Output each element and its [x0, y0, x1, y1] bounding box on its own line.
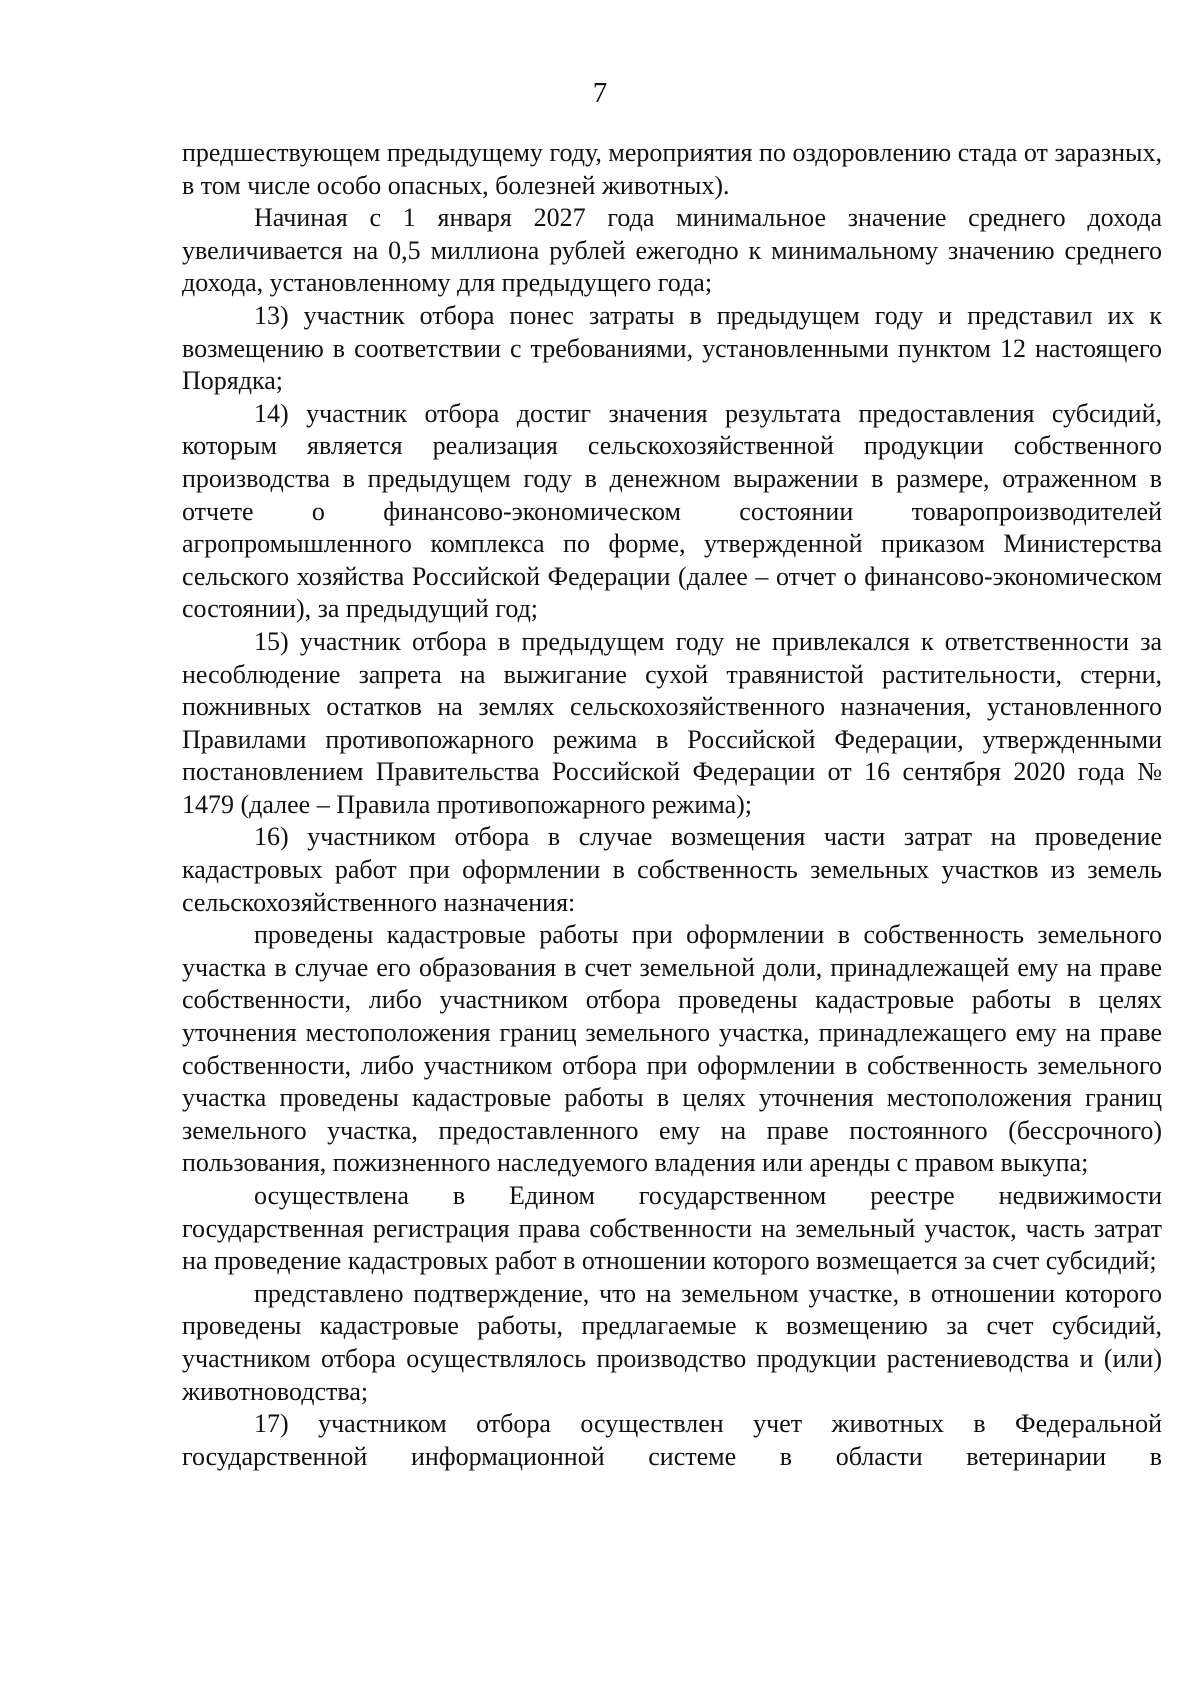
paragraph-item-16: 16) участником отбора в случае возмещения части затрат на проведение кадастровых работ при оформлении в собственность земельных участков из земель сельскохозяйственного назначения:	[182, 822, 1162, 917]
paragraph-item-17: 17) участником отбора осуществлен учет животных в Федеральной государственной информационной системе в области ветеринарии в	[182, 1409, 1162, 1471]
paragraph-item-14: 14) участник отбора достиг значения результата предоставления субсидий, которым является реализация сельскохозяйственной продукции собственного производства в предыдущем году в денежном выражении в размере, отраженном в отчете о финансово-экономическом состоянии товаропроизводителей агропромышленного комплекса по форме, утвержденной приказом Министерства сельского хозяйства Российской Федерации (далее – отчет о финансово-экономическом состоянии), за предыдущий год;	[182, 398, 1162, 624]
document-body	[182, 137, 1162, 1473]
paragraph-item-16-registration: осуществлена в Едином государственном реестре недвижимости государственная регистрация права собственности на земельный участок, часть затрат на проведение кадастровых работ в отношении которого возмещается за счет субсидий;	[182, 1181, 1162, 1276]
paragraph-item-13: 13) участник отбора понес затраты в предыдущем году и представил их к возмещению в соответствии с требованиями, установленными пунктом 12 настоящего Порядка;	[182, 300, 1162, 396]
paragraph-continuation: предшествующем предыдущему году, мероприятия по оздоровлению стада от заразных, в том числе особо опасных, болезней животных).	[182, 138, 1162, 200]
paragraph-income-increase: Начиная с 1 января 2027 года минимальное значение среднего дохода увеличивается на 0,5 миллиона рублей ежегодно к минимальному значению среднего дохода, установленному для предыдущего года;	[182, 203, 1162, 298]
paragraph-item-16-cadastral-works: проведены кадастровые работы при оформлении в собственность земельного участка в случае его образования в счет земельной доли, принадлежащей ему на праве собственности, либо участником отбора проведены кадастровые работы в целях уточнения местоположения границ земельного участка, принадлежащего ему на праве собственности, либо участником отбора при оформлении в собственность земельного участка проведены кадастровые работы в целях уточнения местоположения границ земельного участка, предоставленного ему на праве постоянного (бессрочного) пользования, пожизненного наследуемого владения или аренды с правом выкупа;	[182, 920, 1162, 1178]
page-number: 7	[592, 77, 608, 109]
paragraph-item-16-confirmation: представлено подтверждение, что на земельном участке, в отношении которого проведены кадастровые работы, предлагаемые к возмещению за счет субсидий, участником отбора осуществлялось производство продукции растениеводства и (или) животноводства;	[182, 1278, 1162, 1406]
paragraph-item-15: 15) участник отбора в предыдущем году не привлекался к ответственности за несоблюдение запрета на выжигание сухой травянистой растительности, стерни, пожнивных остатков на землях сельскохозяйственного назначения, установленного Правилами противопожарного режима в Российской Федерации, утвержденными постановлением Правительства Российской Федерации от 16 сентября 2020 года № 1479 (далее – Правила противопожарного режима);	[182, 626, 1162, 819]
